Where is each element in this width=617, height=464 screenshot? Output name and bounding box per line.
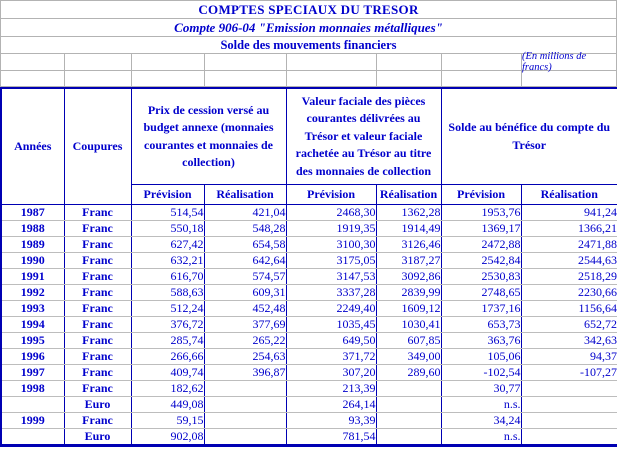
year-cell <box>1 429 64 446</box>
solde-prevision-cell: n.s. <box>441 397 521 413</box>
table-row <box>1 221 617 237</box>
coupure-cell: Franc <box>64 269 131 285</box>
grid-cell <box>286 54 376 70</box>
group-header-prix-cession: Prix de cession versé au budget annexe (monnaies courantes et monnaies de collection) <box>131 88 286 185</box>
valeur-prevision-cell: 3175,05 <box>286 253 376 269</box>
solde-table <box>0 87 617 447</box>
valeur-prevision-cell: 2468,30 <box>286 205 376 221</box>
table-row <box>1 365 617 381</box>
table-row <box>1 429 617 446</box>
solde-realisation-cell: 2518,29 <box>521 269 617 285</box>
solde-prevision-cell: 1953,76 <box>441 205 521 221</box>
title-row <box>1 1 616 19</box>
table-row <box>1 269 617 285</box>
grid-cell <box>204 71 286 86</box>
grid-cell <box>204 54 286 70</box>
prix-realisation-cell: 574,57 <box>204 269 286 285</box>
coupure-cell: Franc <box>64 301 131 317</box>
valeur-realisation-cell: 1030,41 <box>376 317 441 333</box>
solde-realisation-cell: 2471,88 <box>521 237 617 253</box>
grid-cell <box>441 71 521 86</box>
valeur-realisation-cell: 349,00 <box>376 349 441 365</box>
subcol-prix-prevision: Prévision <box>131 185 204 205</box>
coupure-cell: Euro <box>64 397 131 413</box>
coupure-cell: Franc <box>64 365 131 381</box>
valeur-realisation-cell: 607,85 <box>376 333 441 349</box>
prix-realisation-cell: 377,69 <box>204 317 286 333</box>
coupure-cell: Franc <box>64 237 131 253</box>
prix-prevision-cell: 902,08 <box>131 429 204 446</box>
prix-prevision-cell: 627,42 <box>131 237 204 253</box>
prix-prevision-cell: 512,24 <box>131 301 204 317</box>
solde-realisation-cell: 342,63 <box>521 333 617 349</box>
table-row <box>1 413 617 429</box>
valeur-prevision-cell: 264,14 <box>286 397 376 413</box>
coupure-cell: Franc <box>64 381 131 397</box>
valeur-prevision-cell: 1919,35 <box>286 221 376 237</box>
valeur-realisation-cell: 2839,99 <box>376 285 441 301</box>
solde-prevision-cell: 1369,17 <box>441 221 521 237</box>
col-header-annees: Années <box>1 88 64 205</box>
prix-prevision-cell: 285,74 <box>131 333 204 349</box>
solde-prevision-cell: n.s. <box>441 429 521 446</box>
table-row <box>1 349 617 365</box>
year-cell <box>1 397 64 413</box>
prix-realisation-cell <box>204 397 286 413</box>
prix-prevision-cell: 182,62 <box>131 381 204 397</box>
valeur-prevision-cell: 93,39 <box>286 413 376 429</box>
prix-realisation-cell: 548,28 <box>204 221 286 237</box>
grid-cell <box>64 54 131 70</box>
group-header-row <box>1 88 617 185</box>
subcol-valeur-realisation: Réalisation <box>376 185 441 205</box>
solde-realisation-cell <box>521 381 617 397</box>
grid-cell <box>1 54 64 70</box>
grid-cell <box>376 71 441 86</box>
prix-realisation-cell: 609,31 <box>204 285 286 301</box>
coupure-cell: Franc <box>64 205 131 221</box>
year-cell: 1987 <box>1 205 64 221</box>
group-header-valeur-faciale: Valeur faciale des pièces courantes délivrées au Trésor et valeur faciale rachetée au Trésor au titre des monnaies de collection <box>286 88 441 185</box>
col-header-coupures: Coupures <box>64 88 131 205</box>
prix-prevision-cell: 59,15 <box>131 413 204 429</box>
solde-realisation-cell: 1156,64 <box>521 301 617 317</box>
prix-prevision-cell: 449,08 <box>131 397 204 413</box>
year-cell: 1988 <box>1 221 64 237</box>
prix-prevision-cell: 376,72 <box>131 317 204 333</box>
year-cell: 1994 <box>1 317 64 333</box>
prix-prevision-cell: 514,54 <box>131 205 204 221</box>
solde-prevision-cell: 34,24 <box>441 413 521 429</box>
solde-prevision-cell: 30,77 <box>441 381 521 397</box>
table-row <box>1 301 617 317</box>
table-row <box>1 381 617 397</box>
solde-prevision-cell: 2748,65 <box>441 285 521 301</box>
prix-prevision-cell: 409,74 <box>131 365 204 381</box>
coupure-cell: Franc <box>64 333 131 349</box>
prix-prevision-cell: 588,63 <box>131 285 204 301</box>
valeur-prevision-cell: 649,50 <box>286 333 376 349</box>
valeur-realisation-cell: 3092,86 <box>376 269 441 285</box>
prix-realisation-cell: 396,87 <box>204 365 286 381</box>
prix-realisation-cell: 642,64 <box>204 253 286 269</box>
solde-realisation-cell: 2230,66 <box>521 285 617 301</box>
solde-prevision-cell: 1737,16 <box>441 301 521 317</box>
valeur-prevision-cell: 371,72 <box>286 349 376 365</box>
year-cell: 1992 <box>1 285 64 301</box>
unit-note: (En millions de francs) <box>521 54 617 70</box>
valeur-realisation-cell <box>376 381 441 397</box>
doc-subtitle: Compte 906-04 "Emission monnaies métalliques" <box>174 19 443 35</box>
solde-prevision-cell: 653,73 <box>441 317 521 333</box>
year-cell: 1999 <box>1 413 64 429</box>
prix-prevision-cell: 616,70 <box>131 269 204 285</box>
solde-realisation-cell: -107,27 <box>521 365 617 381</box>
solde-prevision-cell: 2472,88 <box>441 237 521 253</box>
prix-realisation-cell: 421,04 <box>204 205 286 221</box>
subcol-valeur-prevision: Prévision <box>286 185 376 205</box>
year-cell: 1989 <box>1 237 64 253</box>
valeur-prevision-cell: 3100,30 <box>286 237 376 253</box>
year-cell: 1993 <box>1 301 64 317</box>
subcol-solde-realisation: Réalisation <box>521 185 617 205</box>
valeur-prevision-cell: 307,20 <box>286 365 376 381</box>
empty-grid-row <box>1 71 616 87</box>
coupure-cell: Franc <box>64 413 131 429</box>
year-cell: 1997 <box>1 365 64 381</box>
prix-prevision-cell: 632,21 <box>131 253 204 269</box>
valeur-prevision-cell: 3147,53 <box>286 269 376 285</box>
doc-title: COMPTES SPECIAUX DU TRESOR <box>198 1 419 17</box>
table-row <box>1 205 617 221</box>
prix-prevision-cell: 266,66 <box>131 349 204 365</box>
coupure-cell: Franc <box>64 349 131 365</box>
prix-realisation-cell: 254,63 <box>204 349 286 365</box>
year-cell: 1995 <box>1 333 64 349</box>
grid-cell <box>1 71 64 86</box>
year-cell: 1991 <box>1 269 64 285</box>
valeur-realisation-cell: 1914,49 <box>376 221 441 237</box>
table-row <box>1 253 617 269</box>
valeur-realisation-cell <box>376 413 441 429</box>
coupure-cell: Franc <box>64 285 131 301</box>
coupure-cell: Euro <box>64 429 131 446</box>
valeur-realisation-cell <box>376 429 441 446</box>
solde-realisation-cell: 652,72 <box>521 317 617 333</box>
prix-realisation-cell: 265,22 <box>204 333 286 349</box>
table-body <box>1 205 617 446</box>
valeur-prevision-cell: 213,39 <box>286 381 376 397</box>
year-cell: 1990 <box>1 253 64 269</box>
solde-prevision-cell: 2542,84 <box>441 253 521 269</box>
grid-cell <box>286 71 376 86</box>
table-row <box>1 333 617 349</box>
valeur-realisation-cell: 1362,28 <box>376 205 441 221</box>
grid-cell <box>131 54 204 70</box>
coupure-cell: Franc <box>64 317 131 333</box>
solde-prevision-cell: 2530,83 <box>441 269 521 285</box>
grid-cell <box>131 71 204 86</box>
year-cell: 1996 <box>1 349 64 365</box>
solde-realisation-cell: 94,37 <box>521 349 617 365</box>
subcol-solde-prevision: Prévision <box>441 185 521 205</box>
grid-cell <box>521 71 617 86</box>
prix-prevision-cell: 550,18 <box>131 221 204 237</box>
subtitle-row <box>1 19 616 37</box>
coupure-cell: Franc <box>64 221 131 237</box>
unit-row <box>1 51 616 73</box>
valeur-realisation-cell: 3187,27 <box>376 253 441 269</box>
solde-realisation-cell <box>521 429 617 446</box>
subcol-prix-realisation: Réalisation <box>204 185 286 205</box>
prix-realisation-cell <box>204 413 286 429</box>
solde-realisation-cell <box>521 397 617 413</box>
prix-realisation-cell: 452,48 <box>204 301 286 317</box>
valeur-prevision-cell: 3337,28 <box>286 285 376 301</box>
valeur-prevision-cell: 2249,40 <box>286 301 376 317</box>
valeur-realisation-cell: 1609,12 <box>376 301 441 317</box>
prix-realisation-cell <box>204 381 286 397</box>
solde-realisation-cell: 1366,21 <box>521 221 617 237</box>
coupure-cell: Franc <box>64 253 131 269</box>
solde-realisation-cell <box>521 413 617 429</box>
grid-cell <box>64 71 131 86</box>
solde-prevision-cell: 363,76 <box>441 333 521 349</box>
table-row <box>1 317 617 333</box>
valeur-realisation-cell: 3126,46 <box>376 237 441 253</box>
solde-prevision-cell: 105,06 <box>441 349 521 365</box>
year-cell: 1998 <box>1 381 64 397</box>
table-row <box>1 237 617 253</box>
grid-cell <box>376 54 441 70</box>
prix-realisation-cell <box>204 429 286 446</box>
table-row <box>1 397 617 413</box>
group-header-solde: Solde au bénéfice du compte du Trésor <box>441 88 617 185</box>
prix-realisation-cell: 654,58 <box>204 237 286 253</box>
title-block <box>0 0 617 87</box>
table-row <box>1 285 617 301</box>
solde-realisation-cell: 941,24 <box>521 205 617 221</box>
valeur-realisation-cell: 289,60 <box>376 365 441 381</box>
solde-prevision-cell: -102,54 <box>441 365 521 381</box>
grid-cell <box>441 54 521 70</box>
doc-section-title: Solde des mouvements financiers <box>220 37 397 52</box>
valeur-realisation-cell <box>376 397 441 413</box>
valeur-prevision-cell: 781,54 <box>286 429 376 446</box>
valeur-prevision-cell: 1035,45 <box>286 317 376 333</box>
solde-realisation-cell: 2544,63 <box>521 253 617 269</box>
